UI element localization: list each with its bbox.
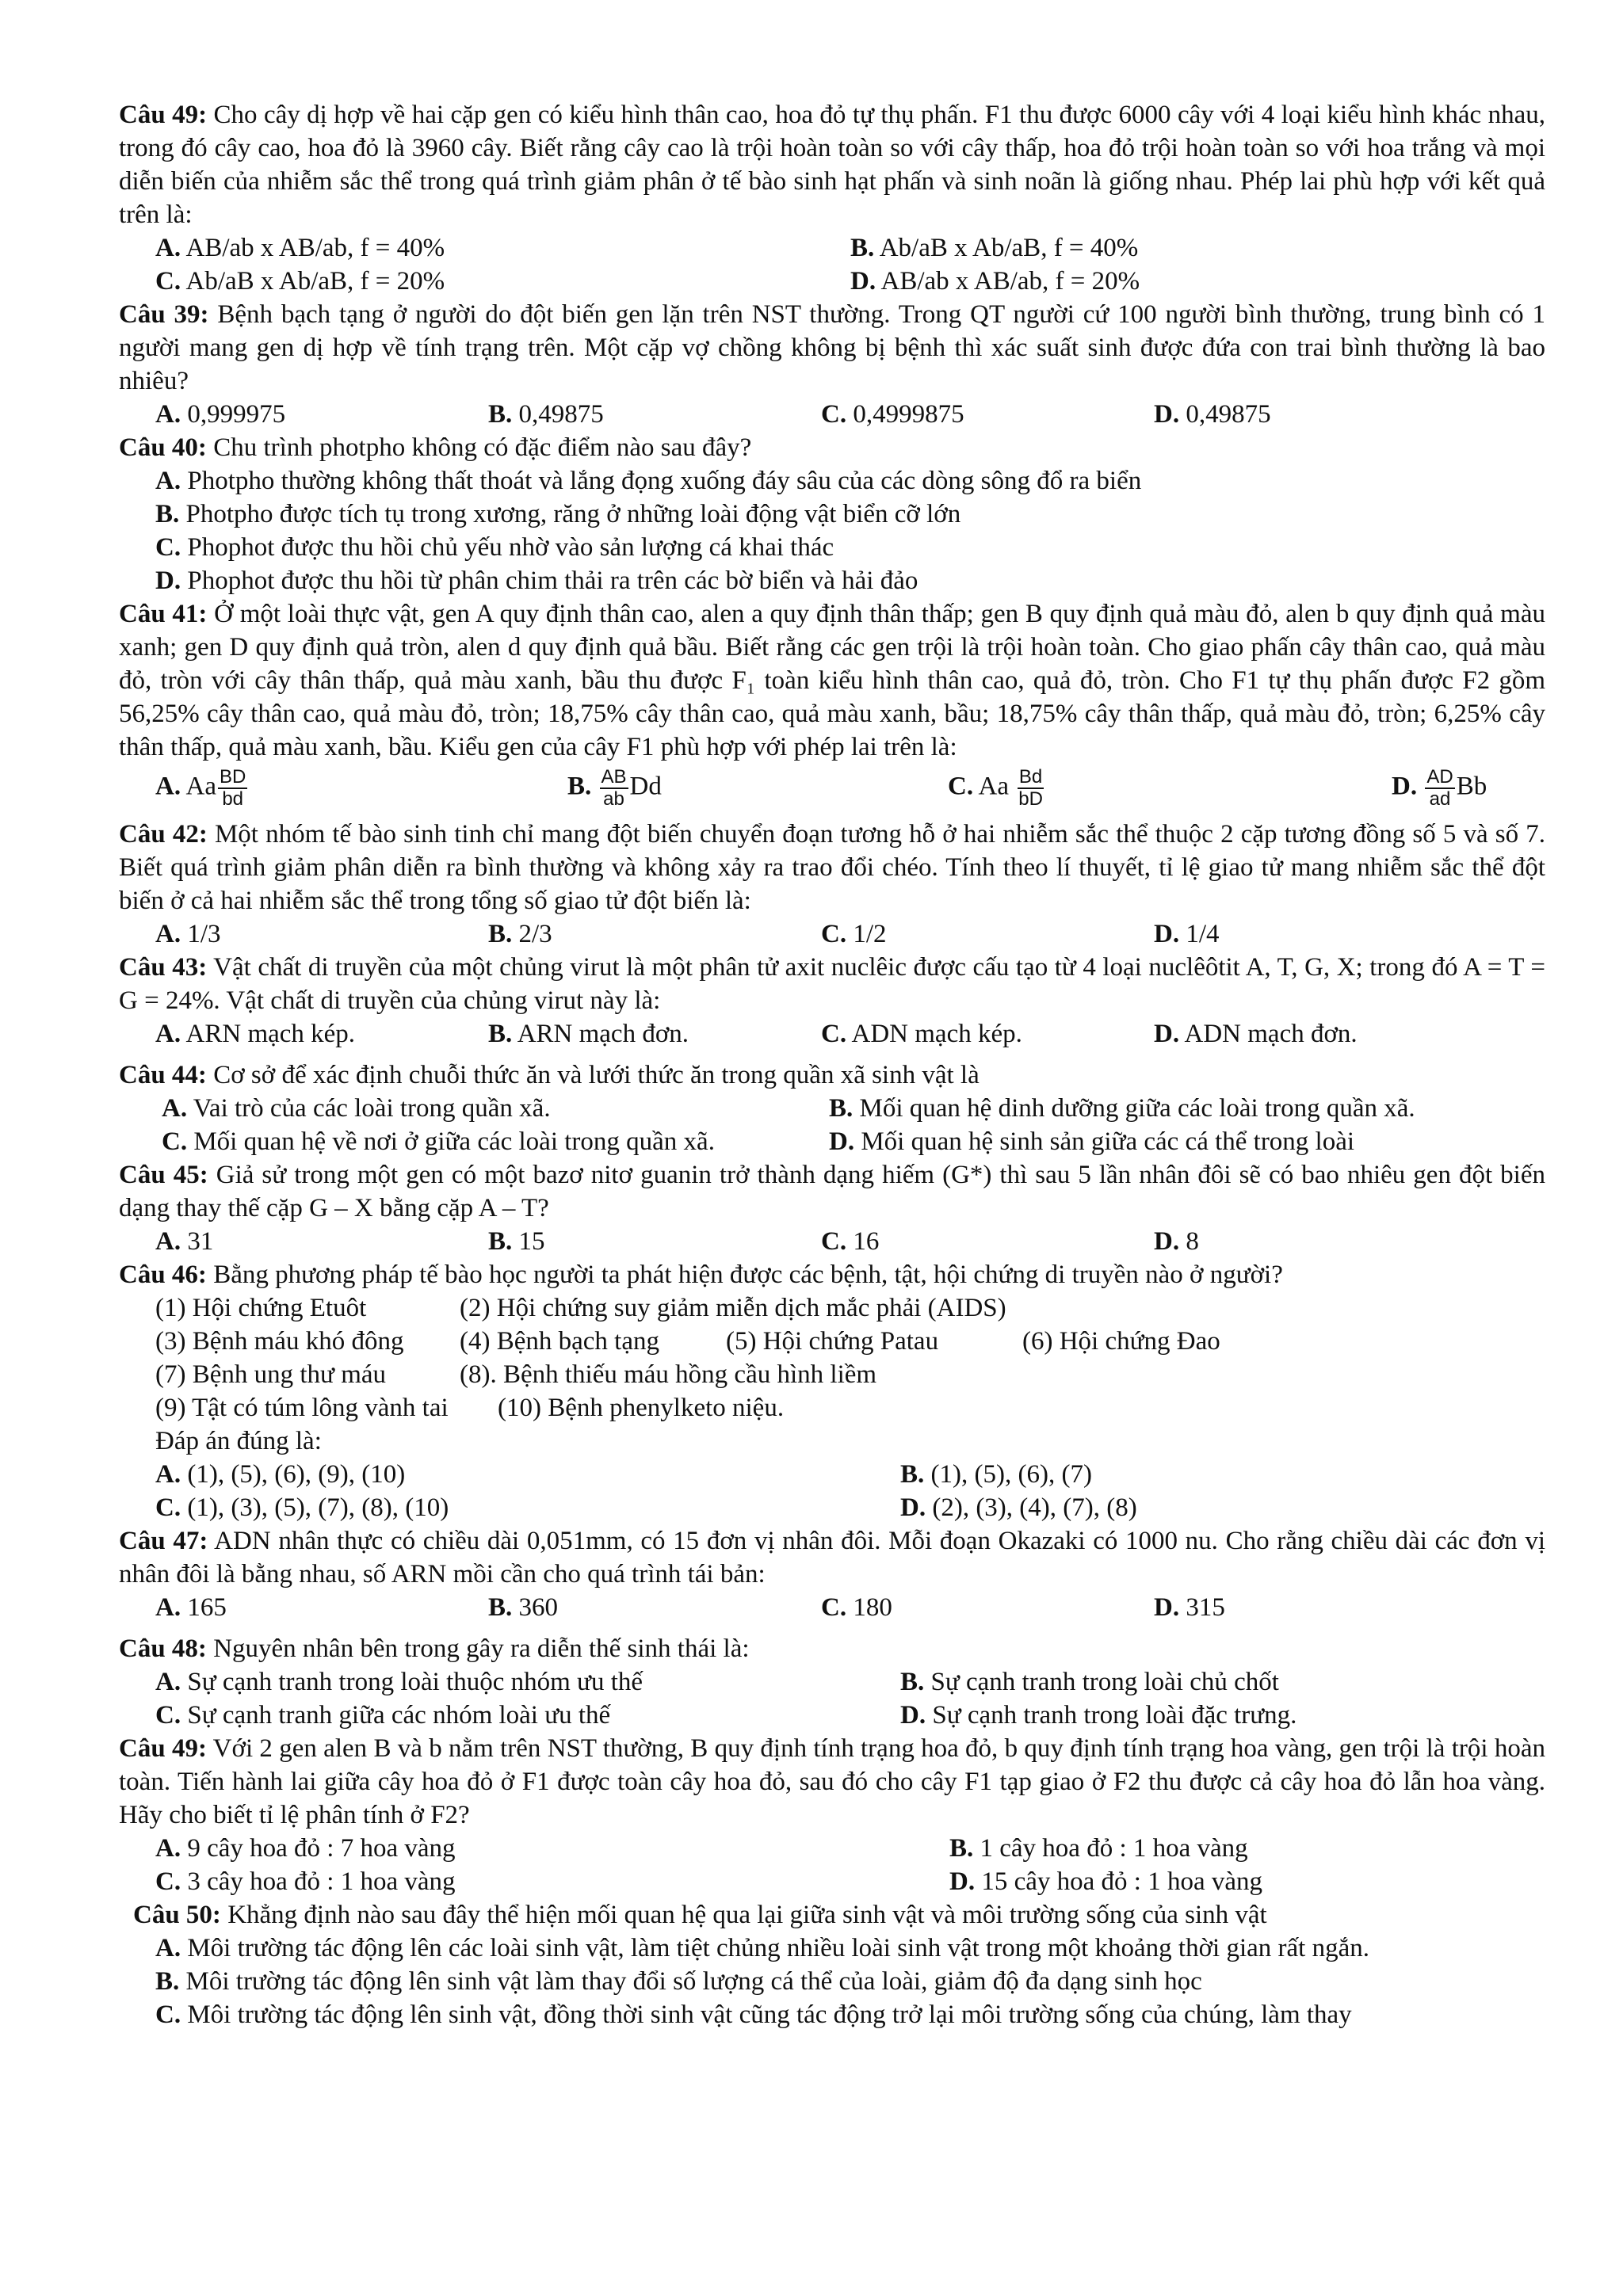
options-row: [119, 265, 1545, 298]
genotype-fraction: $\frac{AB}{ab}$: [601, 766, 627, 810]
genotype-fraction: $\frac{BD}{bd}$: [220, 766, 246, 810]
option-a: A. 9 cây hoa đỏ : 7 hoa vàng: [155, 1834, 456, 1863]
option-d: D. 1/4: [1154, 920, 1220, 948]
option-b: B. 360: [488, 1593, 559, 1622]
option-c: C. 1/2: [821, 920, 887, 948]
question-number: Câu 44:: [119, 1061, 207, 1089]
answer-label: Đáp án đúng là:: [155, 1427, 322, 1455]
option-c: C. 3 cây hoa đỏ : 1 hoa vàng: [155, 1867, 456, 1896]
option-a: A. 31: [155, 1227, 214, 1256]
option-d: D. 8: [1154, 1227, 1199, 1256]
question-text: Vật chất di truyền của một chủng virut là một phân tử axit nuclêic được cấu tạo từ 4 loại nuclêôtit A, T, G, X; trong đó A = T = G = 24%. Vật chất di truyền của chủng virut này là:: [119, 953, 1545, 1015]
option-c: C. Ab/aB x Ab/aB, f = 20%: [155, 267, 445, 296]
option-c: C. ADN mạch kép.: [821, 1020, 1022, 1048]
options-row: [119, 231, 1545, 265]
option-c: C. 0,4999875: [821, 400, 964, 429]
question-text: Nguyên nhân bên trong gây ra diễn thế sinh thái là:: [206, 1634, 750, 1663]
option-b: B. Môi trường tác động lên sinh vật làm thay đổi số lượng cá thể của loài, giảm độ đa dạng sinh học: [155, 1967, 1202, 1996]
option-b: B. Ab/aB x Ab/aB, f = 40%: [850, 234, 1139, 262]
question-text: Bằng phương pháp tế bào học người ta phát hiện được các bệnh, tật, hội chứng di truyền nào ở người?: [206, 1261, 1283, 1289]
option-d: D. Mối quan hệ sinh sản giữa các cá thể trong loài: [829, 1127, 1355, 1156]
question-42: [119, 818, 1545, 917]
option-d: D. AB/ab x AB/ab, f = 20%: [850, 267, 1140, 296]
option-a: A. Vai trò của các loài trong quần xã.: [162, 1094, 551, 1123]
genotype-fraction: $\frac{Bd}{bD}$: [1018, 766, 1043, 810]
question-text: Cơ sở để xác định chuỗi thức ăn và lưới thức ăn trong quần xã sinh vật là: [206, 1061, 980, 1089]
option-c: C. Aa $\frac{Bd}{bD}$: [948, 766, 1043, 810]
option-d: D. $\frac{AD}{ad}$ Bb: [1392, 766, 1487, 810]
option-b: B. 0,49875: [488, 400, 604, 429]
list-item: (8). Bệnh thiếu máu hồng cầu hình liềm: [460, 1360, 877, 1389]
option-b: B. Photpho được tích tụ trong xương, răng ở những loài động vật biển cỡ lớn: [155, 500, 961, 528]
question-number: Câu 47:: [119, 1527, 208, 1555]
question-50: [119, 1898, 1545, 1932]
list-item: (7) Bệnh ung thư máu: [155, 1360, 387, 1389]
question-41: [119, 597, 1545, 764]
list-line: [119, 1391, 1545, 1425]
question-48: [119, 1632, 1545, 1665]
question-number: Câu 41:: [119, 600, 208, 628]
question-text: Cho cây dị hợp về hai cặp gen có kiểu hình thân cao, hoa đỏ tự thụ phấn. F1 thu được 6000 cây với 4 loại kiểu hình khác nhau, trong đó cây cao, hoa đỏ là 3960 cây. Biết rằng cây cao là trội hoàn toàn so với cây thấp, hoa đỏ trội hoàn toàn so với hoa trắng và mọi diễn biến của nhiễm sắc thể trong quá trình giảm phân ở tế bào sinh hạt phấn và sinh noãn là giống nhau. Phép lai phù hợp với kết quả trên là:: [119, 101, 1545, 229]
genotype-fraction: $\frac{AD}{ad}$: [1426, 766, 1453, 810]
question-number: Câu 39:: [119, 300, 209, 329]
option-b: B. 2/3: [488, 920, 552, 948]
option-b: B. ARN mạch đơn.: [488, 1020, 689, 1048]
option-c: C. 180: [821, 1593, 892, 1622]
option-a: A. 165: [155, 1593, 227, 1622]
option-b: B. 15: [488, 1227, 545, 1256]
list-item: (2) Hội chứng suy giảm miễn dịch mắc phải (AIDS): [460, 1294, 1006, 1322]
option-a: A. Photpho thường không thất thoát và lắng đọng xuống đáy sâu của các dòng sông đổ ra biển: [155, 467, 1142, 495]
options-row: [119, 1491, 1545, 1524]
question-number: Câu 45:: [119, 1161, 208, 1189]
option-d: D. (2), (3), (4), (7), (8): [900, 1493, 1137, 1522]
options-row: [119, 1865, 1545, 1898]
question-text: Giả sử trong một gen có một bazơ nitơ guanin trở thành dạng hiếm (G*) thì sau 5 lần nhân đôi sẽ có bao nhiêu gen đột biến dạng thay thế cặp G – X bằng cặp A – T?: [119, 1161, 1545, 1222]
question-46: [119, 1258, 1545, 1291]
question-text: Ở một loài thực vật, gen A quy định thân cao, alen a quy định thân thấp; gen B quy định quả màu đỏ, alen b quy định quả màu xanh; gen D quy định quả tròn, alen d quy định quả bầu. Biết rằng các gen trội là trội hoàn toàn. Cho giao phấn cây thân cao, quả màu đỏ, tròn với cây thân thấp, quả màu xanh, bầu thu được F₁ toàn kiểu hình thân cao, quả đỏ, tròn. Cho F1 tự thụ phấn được F2 gồm 56,25% cây thân cao, quả màu đỏ, tròn; 18,75% cây thân cao, quả màu xanh, bầu; 18,75% cây thân thấp, quả màu đỏ, tròn; 6,25% cây thân thấp, quả màu xanh, bầu. Kiểu gen của cây F1 phù hợp với phép lai trên là:: [119, 600, 1545, 761]
options-row: [119, 1458, 1545, 1491]
option-c: C. Mối quan hệ về nơi ở giữa các loài trong quần xã.: [162, 1127, 715, 1156]
option-d: D. 315: [1154, 1593, 1225, 1622]
list-item: (9) Tật có túm lông vành tai: [155, 1394, 449, 1422]
options-row: [119, 1699, 1545, 1732]
question-number: Câu 42:: [119, 820, 208, 849]
option-b: B. (1), (5), (6), (7): [900, 1460, 1092, 1489]
question-number: Câu 48:: [119, 1634, 207, 1663]
question-45: [119, 1158, 1545, 1225]
option-c: C. (1), (3), (5), (7), (8), (10): [155, 1493, 449, 1522]
options-row: [119, 398, 1545, 431]
question-text: Một nhóm tế bào sinh tinh chỉ mang đột biến chuyển đoạn tương hỗ ở hai nhiễm sắc thể thuộc 2 cặp tương đồng số 5 và số 7. Biết quá trình giảm phân diễn ra bình thường và không xảy ra trao đổi chéo. Tính theo lí thuyết, tỉ lệ giao tử mang nhiễm sắc thể đột biến ở cả hai nhiễm sắc thể trong tổng số giao tử đột biến là:: [119, 820, 1545, 915]
question-44: [119, 1058, 1545, 1092]
question-number: Câu 49:: [119, 101, 208, 129]
option-a: A. Môi trường tác động lên các loài sinh vật, làm tiệt chủng nhiều loài sinh vật trong một khoảng thời gian rất ngắn.: [155, 1934, 1369, 1962]
options-row: [119, 1225, 1545, 1258]
options-row: [119, 1092, 1545, 1125]
option-c: C. Sự cạnh tranh giữa các nhóm loài ưu thế: [155, 1701, 611, 1730]
option-a: A. AB/ab x AB/ab, f = 40%: [155, 234, 445, 262]
list-line: [119, 1325, 1545, 1358]
question-number: Câu 46:: [119, 1261, 207, 1289]
option-d: D. Phophot được thu hồi từ phân chim thải ra trên các bờ biển và hải đảo: [155, 566, 918, 595]
options-row: [119, 917, 1545, 951]
option-d: D. 15 cây hoa đỏ : 1 hoa vàng: [949, 1867, 1262, 1896]
option-b: B. Mối quan hệ dinh dưỡng giữa các loài trong quần xã.: [829, 1094, 1415, 1123]
list-line: [119, 1358, 1545, 1391]
option-a: A. Aa $\frac{BD}{bd}$: [155, 766, 246, 810]
question-text: Bệnh bạch tạng ở người do đột biến gen lặn trên NST thường. Trong QT người cứ 100 người bình thường, trung bình có 1 người mang gen dị hợp về tính trạng trên. Một cặp vợ chồng không bị bệnh thì xác suất sinh được đứa con trai bình thường là bao nhiêu?: [119, 300, 1545, 395]
option-d: D. ADN mạch đơn.: [1154, 1020, 1358, 1048]
option-a: A. ARN mạch kép.: [155, 1020, 356, 1048]
options-row: [119, 1665, 1545, 1699]
list-item: (6) Hội chứng Đao: [1022, 1327, 1220, 1356]
question-text: ADN nhân thực có chiều dài 0,051mm, có 15 đơn vị nhân đôi. Mỗi đoạn Okazaki có 1000 nu. Cho rằng chiều dài các đơn vị nhân đôi là bằng nhau, số ARN mồi cần cho quá trình tái bản:: [119, 1527, 1545, 1589]
option-b: B. $\frac{AB}{ab}$ Dd: [567, 766, 662, 810]
list-item: (4) Bệnh bạch tạng: [460, 1327, 659, 1356]
option-a: A. Sự cạnh tranh trong loài thuộc nhóm ưu thế: [155, 1668, 643, 1696]
option-d: D. Sự cạnh tranh trong loài đặc trưng.: [900, 1701, 1297, 1730]
question-47: [119, 1524, 1545, 1591]
question-number: Câu 50:: [133, 1901, 221, 1929]
list-item: (5) Hội chứng Patau: [726, 1327, 939, 1356]
option-a: A. 0,999975: [155, 400, 286, 429]
option-b: B. Sự cạnh tranh trong loài chủ chốt: [900, 1668, 1279, 1696]
option-a: A. (1), (5), (6), (9), (10): [155, 1460, 406, 1489]
list-item: (10) Bệnh phenylketo niệu.: [498, 1394, 785, 1422]
question-number: Câu 49:: [119, 1734, 207, 1763]
list-line: [119, 1291, 1545, 1325]
question-text: Chu trình photpho không có đặc điểm nào sau đây?: [206, 433, 752, 462]
question-number: Câu 40:: [119, 433, 207, 462]
question-43: [119, 951, 1545, 1017]
option-c: C. Môi trường tác động lên sinh vật, đồng thời sinh vật cũng tác động trở lại môi trường sống của chúng, làm thay: [155, 2000, 1352, 2029]
question-text: Khẳng định nào sau đây thể hiện mối quan hệ qua lại giữa sinh vật và môi trường sống của sinh vật: [220, 1901, 1267, 1929]
list-item: (1) Hội chứng Etuôt: [155, 1294, 367, 1322]
option-d: D. 0,49875: [1154, 400, 1271, 429]
question-number: Câu 43:: [119, 953, 208, 982]
question-39: [119, 298, 1545, 398]
question-49a: [119, 98, 1545, 231]
question-40: [119, 431, 1545, 464]
options-row: [119, 1125, 1545, 1158]
options-row: [119, 1832, 1545, 1865]
options-row: [119, 1017, 1545, 1051]
options-row: [119, 1591, 1545, 1624]
option-a: A. 1/3: [155, 920, 221, 948]
option-c: C. Phophot được thu hồi chủ yếu nhờ vào sản lượng cá khai thác: [155, 533, 834, 562]
option-b: B. 1 cây hoa đỏ : 1 hoa vàng: [949, 1834, 1248, 1863]
options-row-genotype: [119, 764, 1545, 810]
question-49b: [119, 1732, 1545, 1832]
exam-page: [119, 98, 1545, 2031]
list-item: (3) Bệnh máu khó đông: [155, 1327, 404, 1356]
question-text: Với 2 gen alen B và b nằm trên NST thường, B quy định tính trạng hoa đỏ, b quy định tính trạng hoa vàng, gen trội là trội hoàn toàn. Tiến hành lai giữa cây hoa đỏ ở F1 được toàn cây hoa đỏ, sau đó cho cây F1 tạp giao ở F2 thu được cả cây hoa đỏ lẫn hoa vàng. Hãy cho biết tỉ lệ phân tính ở F2?: [119, 1734, 1545, 1829]
option-c: C. 16: [821, 1227, 880, 1256]
